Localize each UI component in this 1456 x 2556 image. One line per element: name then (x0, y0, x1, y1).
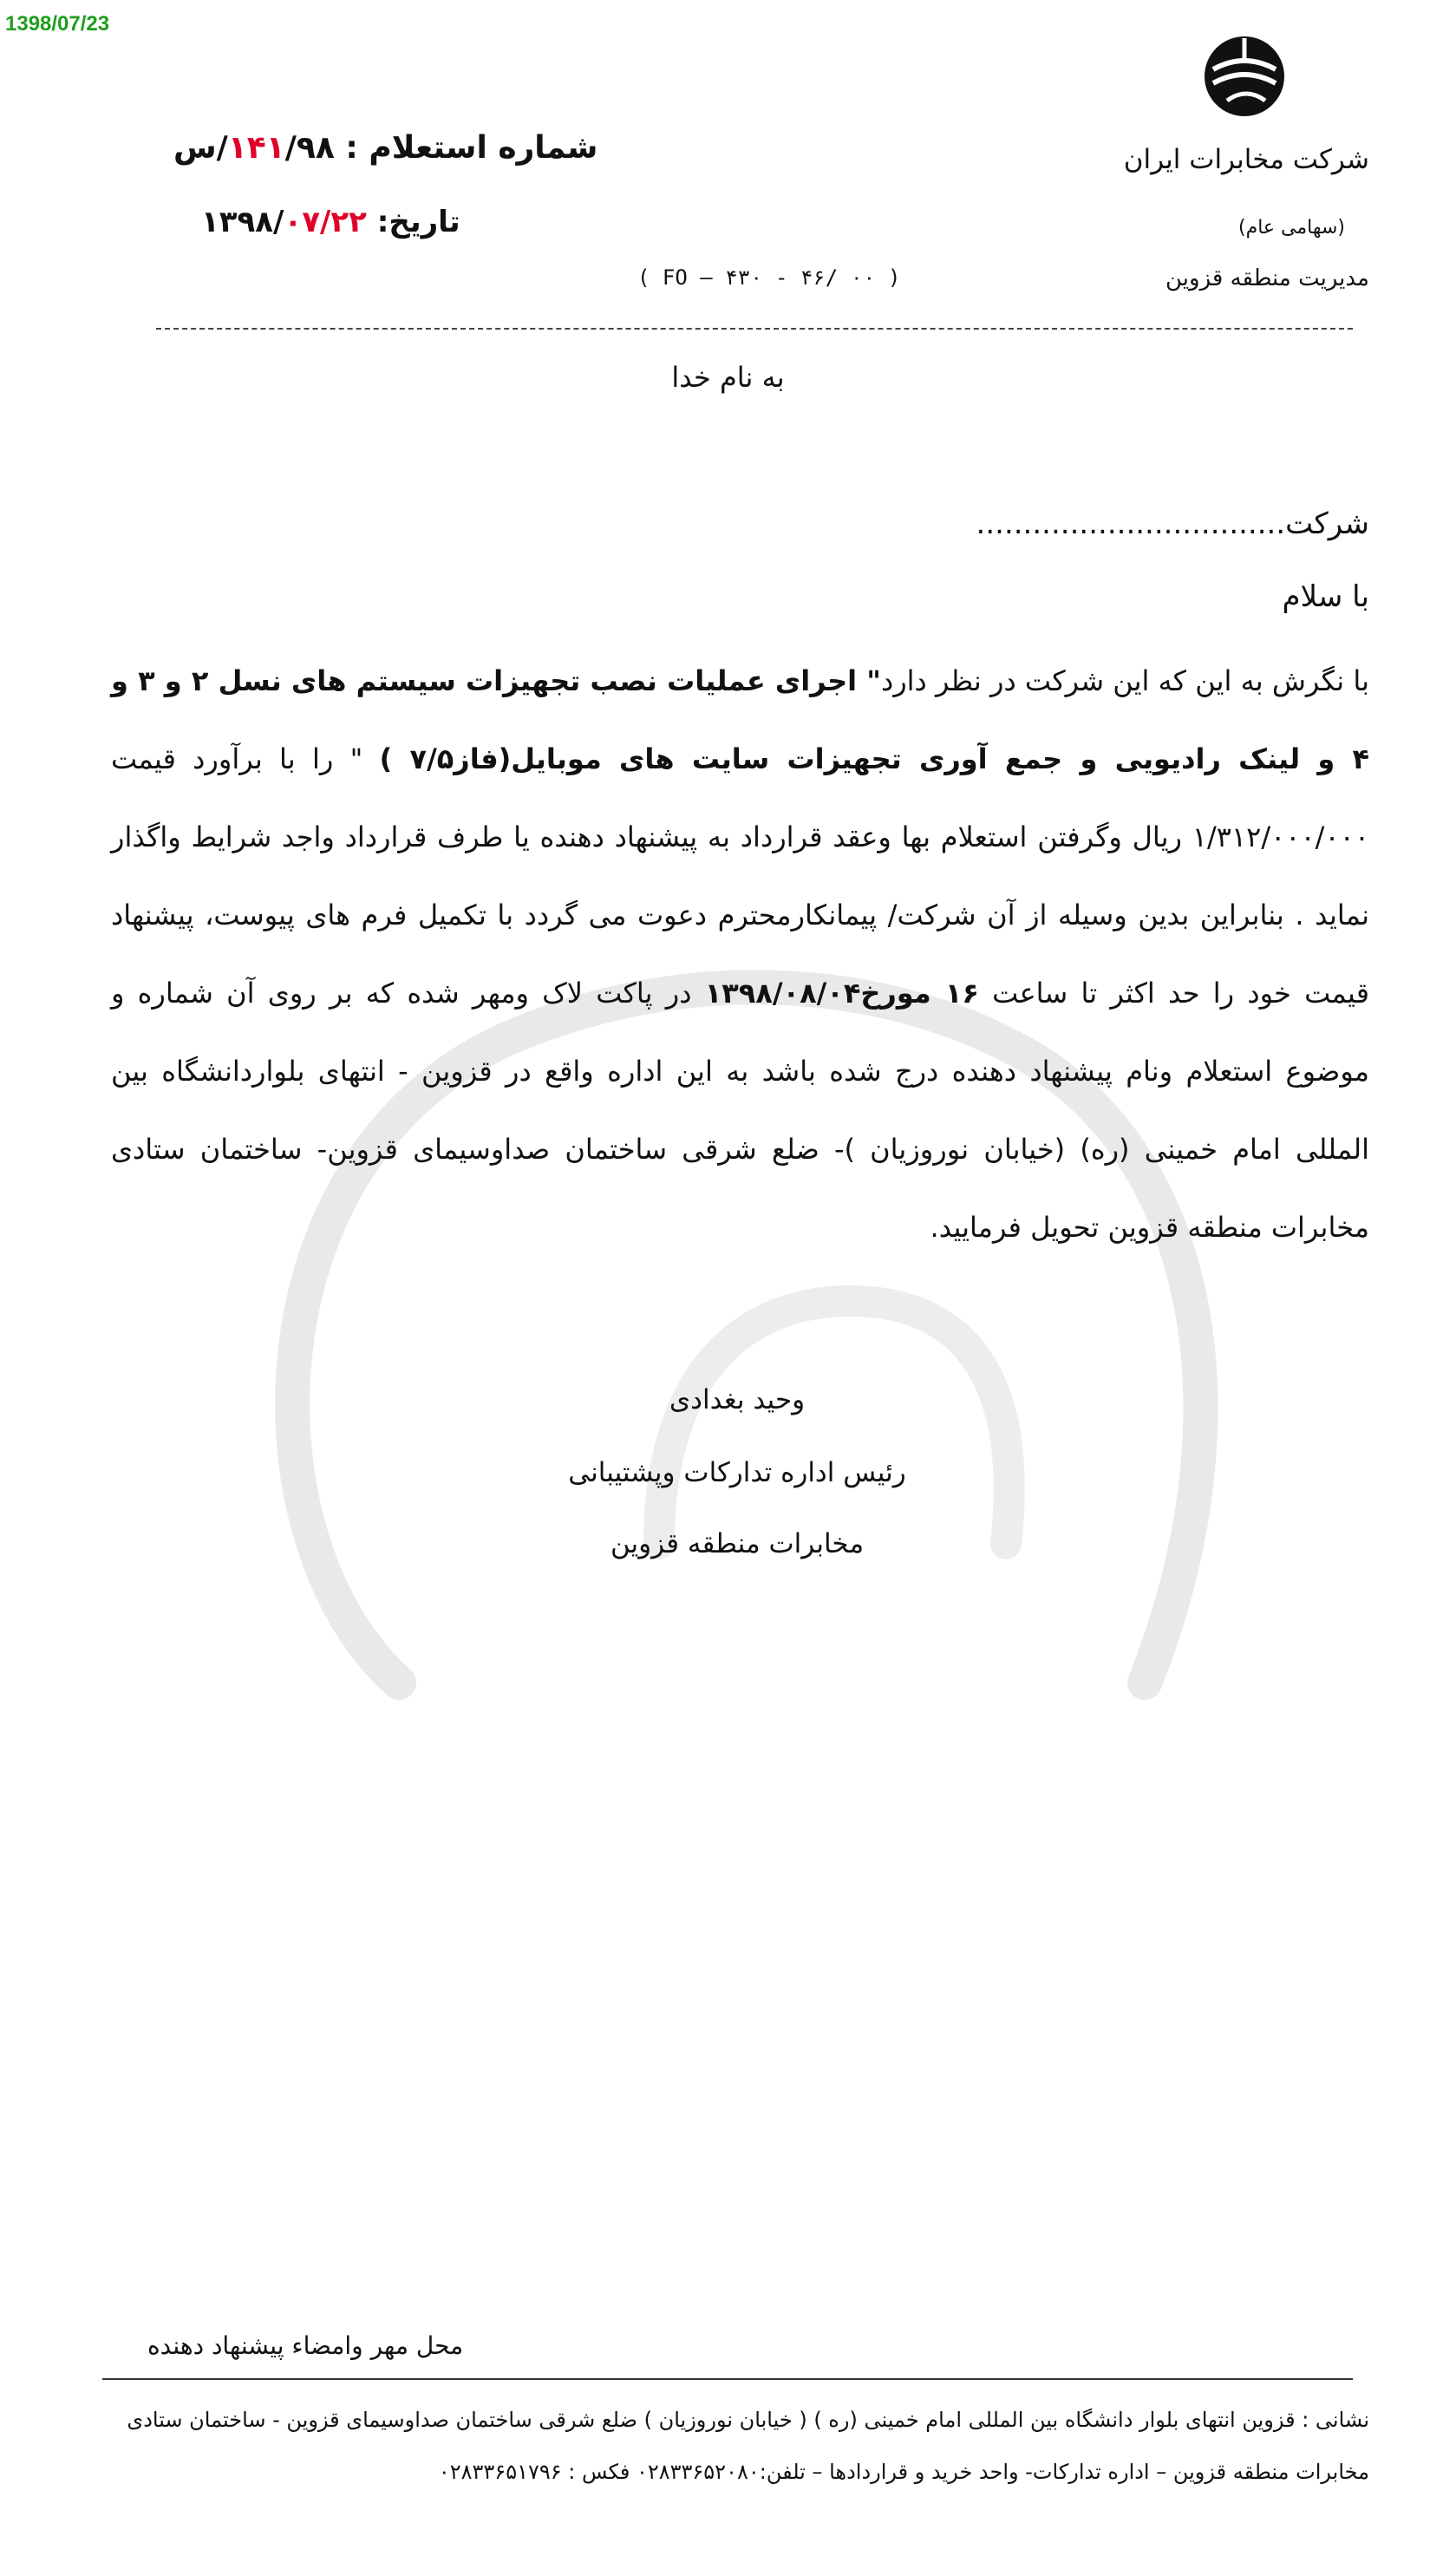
signer-name: وحید بغدادی (669, 1384, 806, 1415)
body-part-3: " را با برآورد قیمت ۱/۳۱۲/۰۰۰/۰۰۰ ریال وگرفتن استعلام بها وعقد قرارداد به پیشنهاد دهنده یا طرف قرارداد واجد شرایط واگذار نماید . بنابراین بدین وسیله از آن شرکت/ پیمانکارمحترم دعوت می گردد با تکمیل فرم های پیوست، پیشنهاد قیمت خود را حد اکثر تا ساعت (111, 742, 1370, 1010)
stamp-date: 1398/07/23 (5, 12, 110, 36)
body-subject: " اجرای عملیات نصب تجهیزات سیستم های نسل ۲ و ۳ و ۴ و لینک رادیویی و جمع آوری تجهیزات سایت های موبایل(فاز۷/۵ ) (111, 664, 1370, 775)
date-prefix: ۱۳۹۸/ (201, 205, 284, 239)
basmala: به نام خدا (671, 361, 785, 394)
date-value (201, 205, 367, 239)
company-department: مدیریت منطقه قزوین (1165, 265, 1369, 291)
footer-address: نشانی : قزوین انتهای بلوار دانشگاه بین المللی امام خمینی (ره ) ( خیابان نوروزیان ) ضلع شرقی ساختمان صداوسیمای قزوین - ساختمان ستادی مخابرات منطقه قزوین – اداره تدارکات- واحد خرید و قراردادها – تلفن:۰۲۸۳۳۶۵۲۰۸۰ فکس : ۰۲۸۳۳۶۵۱۷۹۶ (127, 2408, 1369, 2484)
inquiry-number-rest: /۹۸/س (173, 130, 335, 166)
header-divider (156, 328, 1353, 330)
inquiry-number (173, 130, 597, 166)
company-name: شرکت مخابرات ایران (1123, 144, 1369, 175)
signer-title: رئیس اداره تدارکات وپشتیبانی (568, 1457, 906, 1488)
body-deadline: ۱۶ مورخ۱۳۹۸/۰۸/۰۴ (704, 977, 979, 1010)
company-type: (سهامی عام) (1237, 217, 1345, 239)
inquiry-label: شماره استعلام : (345, 130, 598, 166)
signer-organization: مخابرات منطقه قزوین (610, 1528, 865, 1559)
letter-body (111, 642, 1369, 1266)
body-part-1: با نگرش به این که این شرکت در نظر دارد (880, 664, 1370, 697)
body-part-5: در پاکت لاک ومهر شده که بر روی آن شماره و موضوع استعلام ونام پیشنهاد دهنده درج شده باشد به این اداره واقع در قزوین - انتهای بلواردانشگاه بین المللی امام خمینی (ره) (خیابان نوروزیان )- ضلع شرقی ساختمان صداوسیمای قزوین- ساختمان ستادی مخابرات منطقه قزوین تحویل فرمایید. (111, 977, 1369, 1244)
date-red: ۰۷/۲۲ (284, 205, 367, 239)
telecom-logo-icon (1201, 33, 1288, 120)
greeting: با سلام (1282, 579, 1369, 614)
date-label: تاریخ: (376, 205, 460, 239)
recipient-line: شرکت................................. (976, 507, 1369, 541)
inquiry-date (201, 205, 460, 239)
inquiry-number-red: ۱۴۱ (227, 130, 285, 166)
footer-divider (102, 2378, 1353, 2380)
form-code: ( FO – ۴۳۰ - ۴۶/ ۰۰ ) (637, 265, 901, 290)
seal-signature-label: محل مهر وامضاء پیشنهاد دهنده (147, 2331, 464, 2360)
